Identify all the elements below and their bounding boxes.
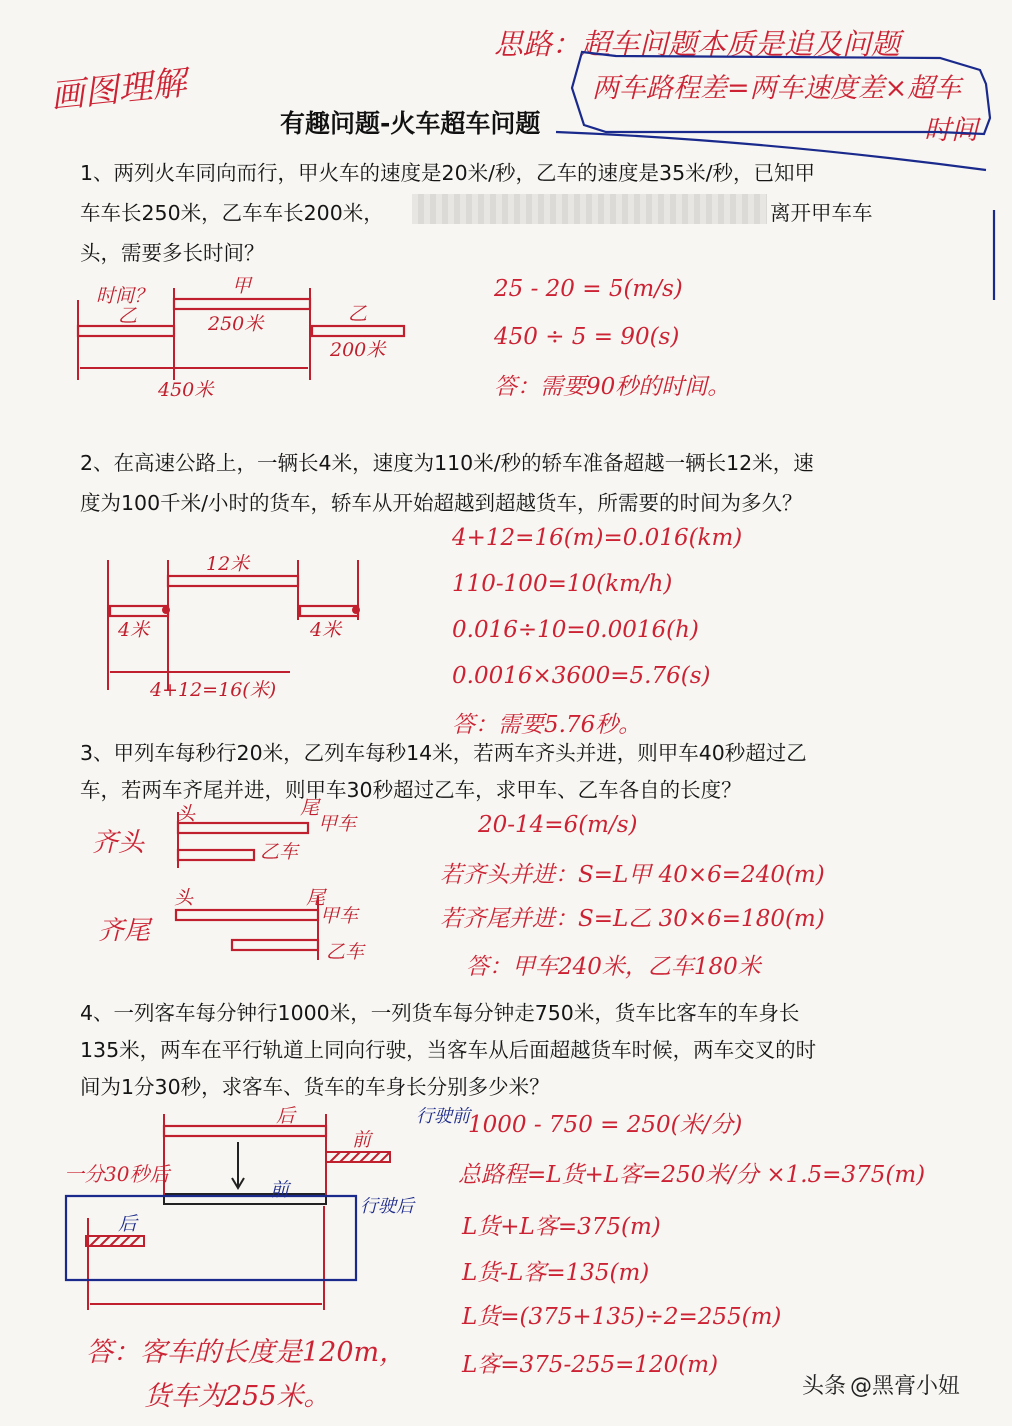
handwritten-heading: 画图理解 (48, 62, 189, 117)
q4-back-label: 后 (118, 1213, 138, 1235)
q4-front-label: 前 (352, 1129, 372, 1151)
q1-work-3: 答：需要90秒的时间。 (494, 374, 731, 400)
q4-time-label: 一分30秒后 (64, 1162, 170, 1186)
q3-head-mark: 头 (176, 803, 196, 825)
q3-work-1: 20-14=6(m/s) (478, 812, 638, 838)
q1-jia-label: 甲 (232, 275, 252, 297)
q3-bar-jia-tail (176, 910, 318, 920)
q2-work-3: 0.016÷10=0.0016(h) (452, 617, 699, 643)
q2-sum-label: 4+12=16(米) (150, 679, 277, 701)
q3-work-3: 若齐尾并进：S=L乙 30×6=180(m) (440, 906, 825, 932)
q2-work-2: 110-100=10(km/h) (452, 571, 673, 597)
q4-work-1: 1000 - 750 = 250(米/分) (468, 1112, 743, 1138)
question-1-line-2a: 车车长250米，乙车车长200米， (80, 201, 384, 225)
question-1-line-3: 头，需要多长时间？ (80, 241, 265, 265)
question-2-line-2: 度为100千米/小时的货车，轿车从开始超越到超越货车，所需要的时间为多久？ (80, 491, 803, 515)
q2-len4b-label: 4米 (310, 619, 342, 641)
page-title: 有趣问题-火车超车问题 (280, 109, 541, 138)
q2-work-5: 答：需要5.76秒。 (452, 712, 642, 738)
question-4-line-1: 4、一列客车每分钟行1000米，一列货车每分钟走750米，货车比客车的车身长 (80, 1001, 800, 1025)
q4-work-6: L客=375-255=120(m) (462, 1352, 719, 1378)
q4-front-label-2: 前 (270, 1179, 290, 1201)
q3-head-label: 齐头 (92, 828, 145, 858)
q1-len250-label: 250米 (208, 313, 264, 335)
q4-work-4: L货-L客=135(m) (462, 1260, 650, 1286)
q4-run-after-label: 行驶后 (360, 1196, 414, 1217)
q1-work-2: 450 ÷ 5 = 90(s) (494, 324, 680, 350)
q1-work-1: 25 - 20 = 5(m/s) (494, 276, 683, 302)
q3-tail-mark: 尾 (300, 797, 320, 819)
q3-tail-label: 齐尾 (98, 916, 151, 946)
question-3-line-2: 车，若两车齐尾并进，则甲车30秒超过乙车，求甲车、乙车各自的长度？ (80, 778, 742, 802)
q4-work-2: 总路程=L货+L客=250米/分 ×1.5=375(m) (458, 1162, 926, 1188)
q3-bar-yi-tail (232, 940, 318, 950)
q2-bar-truck (168, 576, 298, 586)
q3-head-mark-2: 头 (174, 887, 194, 909)
q1-len200-label: 200米 (330, 339, 386, 361)
q4-work-5: L货=(375+135)÷2=255(m) (462, 1304, 782, 1330)
q1-yi-label-2: 乙 (348, 303, 368, 325)
q1-bar-yi-front (312, 326, 404, 336)
question-2-line-1: 2、在高速公路上，一辆长4米，速度为110米/秒的轿车准备超越一辆长12米，速 (80, 451, 814, 475)
watermark (802, 1369, 960, 1400)
q1-bar-jia (174, 299, 310, 309)
question-1-line-1: 1、两列火车同向而行，甲火车的速度是20米/秒，乙车的速度是35米/秒，已知甲 (80, 161, 816, 185)
q3-work-2: 若齐头并进：S=L甲 40×6=240(m) (440, 862, 825, 888)
question-1-line-2b: 离开甲车车 (770, 201, 873, 225)
q2-work-1: 4+12=16(m)=0.016(km) (452, 525, 743, 551)
q1-yi-label: 乙 (118, 305, 138, 327)
idea-note: 思路：超车问题本质是追及问题 (494, 27, 901, 61)
q2-len4a-label: 4米 (118, 619, 150, 641)
watermark-user: @黑膏小妞 (849, 1374, 960, 1399)
q2-work-4: 0.0016×3600=5.76(s) (452, 663, 711, 689)
q1-time-label: 时间？ (96, 285, 154, 307)
idea-formula: 两车路程差=两车速度差×超车 (592, 73, 962, 104)
q3-work-4: 答：甲车240米，乙车180米 (466, 954, 761, 980)
idea-formula-cont: 时间 (924, 115, 978, 146)
question-3-line-1: 3、甲列车每秒行20米，乙列车每秒14米，若两车齐头并进，则甲车40秒超过乙 (80, 741, 807, 765)
q4-answer-2: 货车为255米。 (144, 1381, 331, 1412)
q4-work-3: L货+L客=375(m) (462, 1214, 661, 1240)
q1-bar-yi-back (78, 326, 174, 336)
q4-answer-1: 答：客车的长度是120m， (86, 1337, 407, 1368)
q4-bar-truck-before (164, 1126, 326, 1136)
q2-bar-car-back (110, 606, 168, 616)
question-4-line-3: 间为1分30秒，求客车、货车的车身长分别多少米？ (80, 1075, 550, 1099)
q4-run-front-label: 行驶前 (416, 1106, 470, 1127)
q4-after-label: 后 (276, 1105, 296, 1127)
q3-yi-label-2: 乙车 (326, 941, 365, 963)
q3-jia-label-2: 甲车 (320, 905, 359, 927)
q3-jia-label: 甲车 (318, 813, 357, 835)
q2-len12-label: 12米 (206, 553, 250, 575)
question-4-line-2: 135米，两车在平行轨道上同向行驶，当客车从后面超越货车时候，两车交叉的时 (80, 1038, 817, 1062)
q3-bar-yi-head (178, 850, 254, 860)
q3-yi-label: 乙车 (260, 841, 299, 863)
q3-bar-jia-head (178, 823, 308, 833)
watermark-brand: 头条 (801, 1374, 846, 1399)
q1-len450-label: 450米 (158, 379, 214, 401)
q3-tail-mark-2: 尾 (306, 887, 326, 909)
q2-bar-car-front (300, 606, 358, 616)
